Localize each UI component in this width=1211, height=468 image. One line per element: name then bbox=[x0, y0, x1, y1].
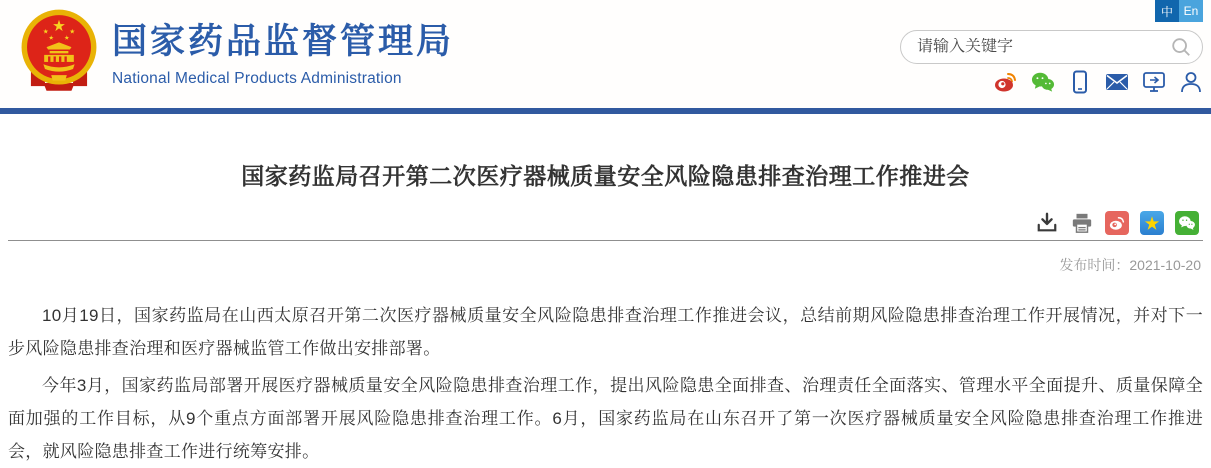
share-weibo-icon[interactable] bbox=[1105, 211, 1129, 235]
language-switch bbox=[1155, 0, 1203, 22]
client-icon[interactable] bbox=[1142, 70, 1166, 94]
title-divider bbox=[8, 240, 1203, 241]
article-action-bar bbox=[8, 211, 1203, 235]
search-input[interactable] bbox=[917, 38, 1170, 56]
mobile-icon[interactable] bbox=[1068, 70, 1092, 94]
share-wechat-icon[interactable] bbox=[1175, 211, 1199, 235]
header-quick-links bbox=[994, 70, 1203, 94]
lang-en-button[interactable]: En bbox=[1179, 0, 1203, 22]
print-icon[interactable] bbox=[1070, 211, 1094, 235]
mail-icon[interactable] bbox=[1105, 70, 1129, 94]
paragraph-1: 10月19日，国家药监局在山西太原召开第二次医疗器械质量安全风险隐患排查治理工作推进会议，总结前期风险隐患排查治理工作开展情况，并对下一步风险隐患排查治理和医疗器械监管工作做出安排部署。 bbox=[8, 306, 1203, 358]
article-content bbox=[0, 158, 1211, 468]
paragraph-2: 今年3月，国家药监局部署开展医疗器械质量安全风险隐患排查治理工作，提出风险隐患全面排查、治理责任全面落实、管理水平全面提升、质量保障全面加强的工作目标，从9个重点方面部署开展风险隐患排查治理工作。6月，国家药监局在山东召开了第一次医疗器械质量安全风险隐患排查治理工作推进会，就风险隐患排查工作进行统筹安排。 bbox=[8, 376, 1203, 461]
site-logo[interactable] bbox=[20, 8, 454, 99]
site-header bbox=[0, 0, 1211, 108]
publish-time: 发布时间：2021-10-20 bbox=[1059, 257, 1201, 273]
site-title: 国家药品监督管理局 bbox=[112, 22, 455, 61]
article-title: 国家药监局召开第二次医疗器械质量安全风险隐患排查治理工作推进会 bbox=[241, 163, 970, 189]
search-box[interactable] bbox=[900, 30, 1203, 64]
national-emblem-icon bbox=[20, 8, 98, 99]
weibo-icon[interactable] bbox=[994, 70, 1018, 94]
user-icon[interactable] bbox=[1179, 70, 1203, 94]
wechat-icon[interactable] bbox=[1031, 70, 1055, 94]
header-divider-bar bbox=[0, 108, 1211, 114]
search-icon[interactable] bbox=[1170, 36, 1192, 58]
site-subtitle: National Medical Products Administration bbox=[112, 70, 402, 87]
download-icon[interactable] bbox=[1035, 211, 1059, 235]
share-qzone-icon[interactable] bbox=[1140, 211, 1164, 235]
article-body bbox=[8, 299, 1203, 468]
lang-zh-button[interactable]: 中 bbox=[1155, 0, 1179, 22]
